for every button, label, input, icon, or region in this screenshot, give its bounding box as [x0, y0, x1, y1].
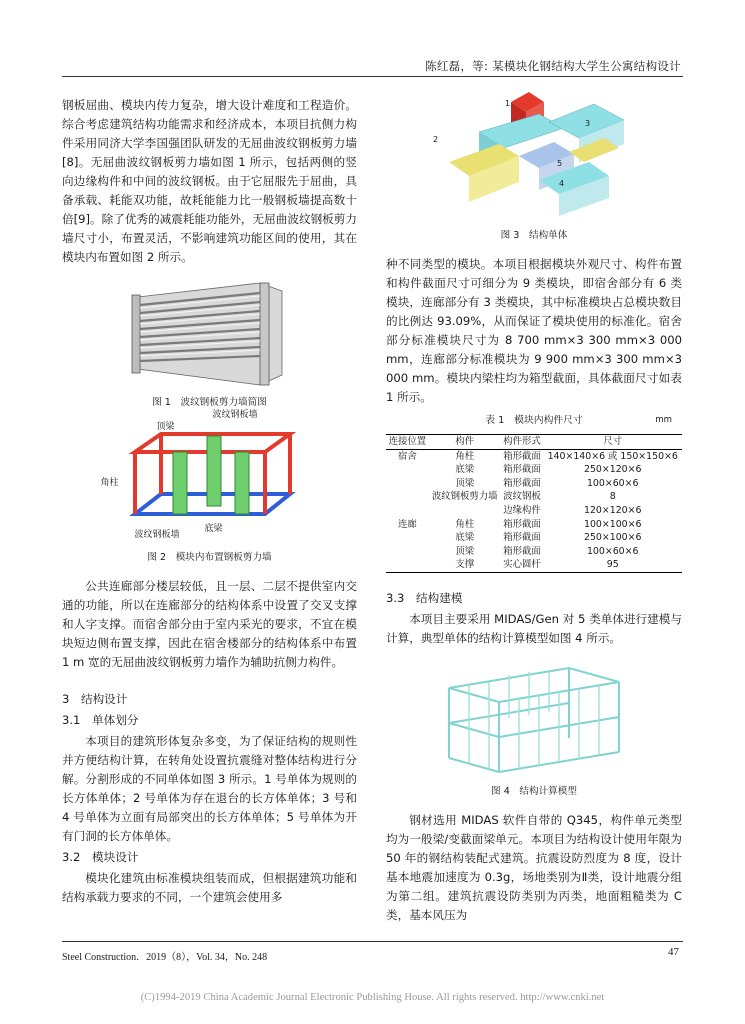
table-cell: 顶梁: [455, 545, 475, 557]
table-cell: 支撑: [429, 558, 501, 572]
table-cell: 箱形截面: [503, 532, 541, 544]
table-cell: 140×140×6 或 150×150×6: [547, 450, 678, 462]
table-row: [386, 518, 682, 532]
unit-label: 4: [559, 179, 565, 188]
table-header: 连接位置: [386, 435, 429, 450]
table-row: [386, 463, 682, 477]
table-unit: mm: [655, 415, 672, 425]
table-cell: [386, 545, 429, 559]
paragraph: 本项目的建筑形体复杂多变，为了保证结构的规则性并方便结构计算，在转角处设置抗震缝对整体结构进行分解。分割形成的不同单体如图 3 所示。1 号单体为规则的长方体单体；2 号单体为存在退台的长方体单体；3 号和 4 号单体为立面有局部突出的长方体单体；5 号单体为开有门洞的长方体单体。: [62, 734, 357, 843]
section-heading: 3.2 模块设计: [62, 850, 139, 864]
table-cell: 箱形截面: [503, 450, 541, 462]
table-cell: 边缘构件: [503, 504, 541, 516]
table-row: [386, 558, 682, 572]
right-column: [386, 96, 682, 925]
table-cell: 顶梁: [455, 477, 475, 489]
table-row: [386, 504, 682, 518]
header-rule: [62, 76, 683, 77]
section-heading: 3.3 结构建模: [386, 590, 463, 605]
table-cell: 连廊: [398, 518, 417, 530]
table-cell: 波纹钢板: [503, 491, 541, 503]
table-cell: [386, 531, 429, 545]
table-1-caption: [386, 411, 682, 430]
label-bottom-beam: 底梁: [204, 524, 223, 534]
table-row: [386, 545, 682, 559]
table-cell: [429, 504, 501, 518]
table-cell: [386, 463, 429, 477]
paragraph: 公共连廊部分楼层较低，且一层、二层不提供室内交通的功能，所以在连廊部分的结构体系中设置了交叉支撑和人字支撑。而宿舍部分由于室内采光的要求，不宜在模块短边侧布置支撑，因此在宿舍楼部分的结构体系中布置 1 m 宽的无屈曲波纹钢板剪力墙作为辅助抗侧力构件。: [62, 579, 357, 669]
footer-rule: [62, 941, 683, 942]
table-cell: [386, 477, 429, 491]
table-cell: 底梁: [455, 464, 475, 476]
table-cell: [386, 504, 429, 518]
table-cell: 波纹钢板剪力墙: [431, 491, 498, 503]
table-row: [386, 490, 682, 504]
figure-2-caption: 图 2 模块内布置钢板剪力墙: [147, 552, 272, 563]
figure-3-structure-units: [419, 92, 649, 220]
figure-1-corrugated-wall: [110, 277, 310, 387]
table-cell: 箱形截面: [503, 545, 541, 557]
table-cell: 250×100×6: [583, 532, 642, 544]
figure-3-caption: 图 3 结构单体: [500, 230, 568, 241]
running-head: 陈红磊，等: 某模块化钢结构大学生公寓结构设计: [425, 59, 681, 73]
figure-3: [419, 92, 649, 220]
table-cell: 100×60×6: [586, 545, 639, 557]
table-row: [386, 477, 682, 491]
paragraph: 种不同类型的模块。本项目根据模块外观尺寸、构件布置和构件截面尺寸可细分为 9 类模块，即宿舍部分有 6 类模块，连廊部分有 3 类模块，其中标准模块占总模块数目的比例达 93.09%，从而保证了模块使用的标准化。宿舍部分标准模块尺寸为 8 700 mm×3 300 mm×3 000 mm，连廊部分标准模块为 9 900 mm×3 300 mm×3 000 mm。模块内梁柱均为箱型截面，具体截面尺寸如表 1 所示。: [386, 257, 682, 404]
table-header: 尺寸: [543, 435, 682, 450]
figure-4-caption: 图 4 结构计算模型: [491, 785, 577, 797]
unit-label: 3: [585, 119, 591, 128]
table-body: [386, 449, 682, 572]
journal-info: Steel Construction．2019（8），Vol. 34，No. 248: [62, 952, 268, 963]
table-title: 表 1 模块内构件尺寸: [485, 415, 583, 426]
table-cell: 8: [609, 491, 616, 503]
table-header: 构件: [429, 435, 501, 450]
page-number: 47: [668, 946, 679, 958]
table-cell: 95: [543, 558, 682, 572]
table-cell: [386, 558, 429, 572]
table-cell: 100×60×6: [586, 477, 639, 489]
table-cell: 宿舍: [398, 450, 417, 462]
label-bottom-wall: 波纹钢板墙: [134, 530, 180, 540]
label-top-beam: 顶梁: [156, 422, 175, 432]
table-cell: 角柱: [455, 518, 475, 530]
label-corner-column: 角柱: [100, 478, 119, 488]
paragraph: 本项目主要采用 MIDAS/Gen 对 5 类单体进行建模与计算，典型单体的结构计算模型如图 4 所示。: [386, 611, 682, 645]
table-header: 构件形式: [501, 435, 544, 450]
unit-label: 2: [433, 135, 439, 144]
table-cell: 箱形截面: [503, 518, 541, 530]
table-1: [386, 434, 682, 573]
unit-label: 5: [557, 159, 563, 168]
table-cell: 箱形截面: [503, 464, 541, 476]
table-cell: 250×120×6: [583, 464, 642, 476]
left-column: [62, 96, 357, 907]
section-heading: 3.1 单体划分: [62, 713, 139, 727]
paragraph: 模块化建筑由标准模块组装而成，但根据建筑功能和结构承载力要求的不同，一个建筑会使用多: [62, 871, 357, 904]
table-cell: 实心圆杆: [501, 558, 544, 572]
table-cell: 箱形截面: [503, 477, 541, 489]
paragraph: 钢材选用 MIDAS 软件自带的 Q345，构件单元类型均为一般梁/变截面梁单元。本项目为结构设计使用年限为 50 年的钢结构装配式建筑。抗震设防烈度为 8 度，设计基本地震加速度为 0.3g，场地类别为Ⅱ类，设计地震分组为第二组。建筑抗震设防类别为丙类，地面粗糙类为 C 类，基本风压为: [386, 812, 682, 922]
unit-label: 1: [505, 99, 511, 108]
table-cell: 100×100×6: [583, 518, 642, 530]
table-cell: 120×120×6: [583, 504, 642, 516]
label-wall: 波纹钢板墙: [212, 410, 258, 420]
figure-2: [95, 410, 325, 542]
figure-4-calculation-model: [439, 658, 629, 776]
table-row: [386, 449, 682, 463]
table-row: [386, 531, 682, 545]
section-heading: 3 结构设计: [62, 692, 128, 706]
figure-1-caption: 图 1 波纹钢板剪力墙简图: [152, 397, 267, 408]
table-cell: [386, 490, 429, 504]
paragraph: 钢板屈曲、模块内传力复杂，增大设计难度和工程造价。综合考虑建筑结构功能需求和经济成本，本项目抗侧力构件采用同济大学李国强团队研发的无屈曲波纹钢板剪力墙[8]。无屈曲波纹钢板剪力墙如图 1 所示，包括两侧的竖向边缘构件和中间的波纹钢板。由于它屈服先于屈曲，具备承载、耗能双功能，故耗能能力比一般钢板墙提高数十倍[9]。除了优秀的减震耗能功能外，无屈曲波纹钢板剪力墙尺寸小，布置灵活，不影响建筑功能区间的使用，其在模块内布置如图 2 所示。: [62, 98, 357, 264]
copyright-watermark: (C)1994-2019 China Academic Journal Electronic Publishing House. All rights reserved. http://www.cnki.net: [140, 992, 605, 1003]
table-cell: 角柱: [455, 450, 475, 462]
table-cell: 底梁: [455, 532, 475, 544]
